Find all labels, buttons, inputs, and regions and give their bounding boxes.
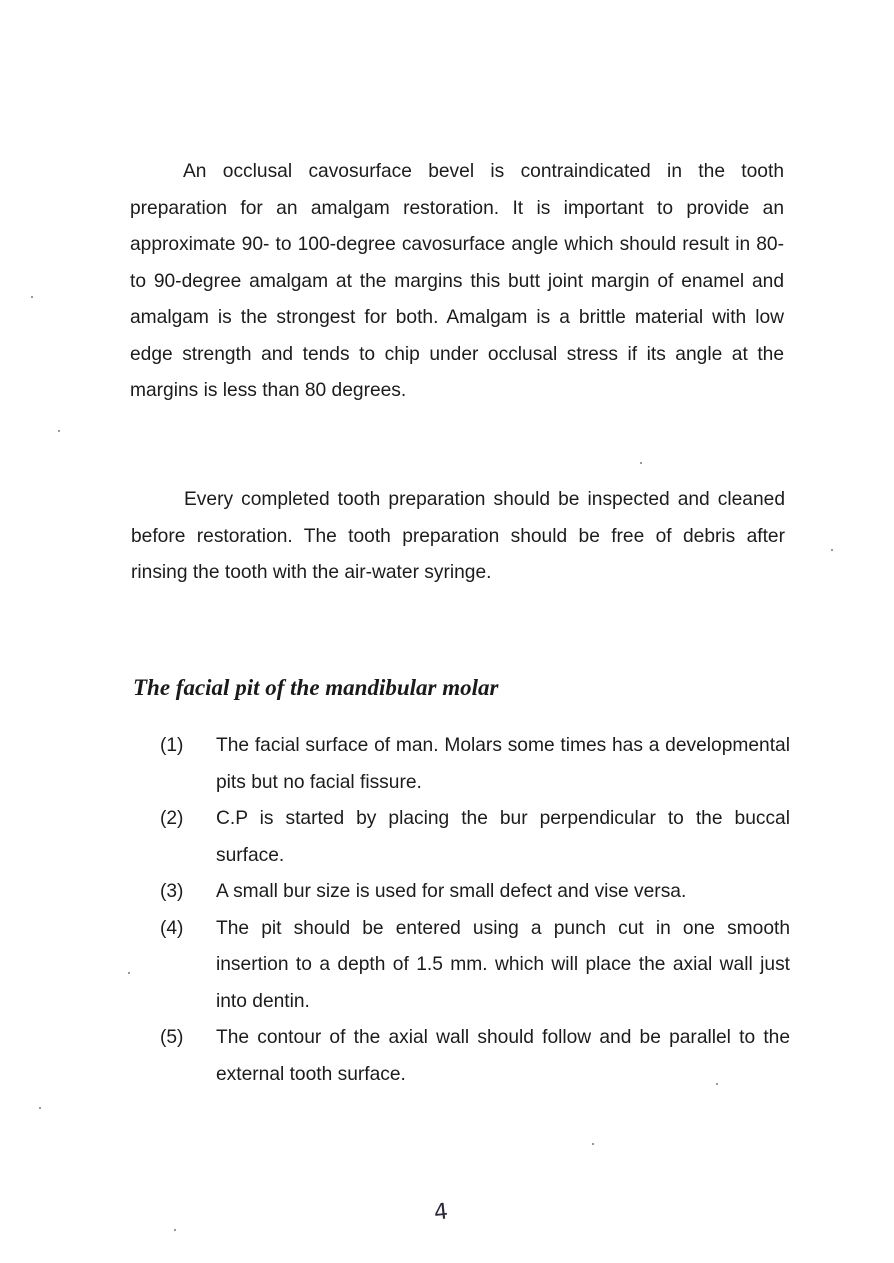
paragraph-cavosurface-bevel: An occlusal cavosurface bevel is contraindicated in the tooth preparation for an amalgam restoration. It is important to provide an approximate 90- to 100-degree cavosurface angle which should result in 80- to 90-degree amalgam at the margins this butt joint margin of enamel and amalgam is the strongest for both. Amalgam is a brittle material with low edge strength and tends to chip under occlusal stress if its angle at the margins is less than 80 degrees.: [130, 161, 784, 401]
list-item-text: C.P is started by placing the bur perpendicular to the buccal surface.: [216, 808, 790, 866]
scan-speck: [58, 430, 60, 432]
scan-speck: [592, 1143, 594, 1145]
scan-speck: [831, 549, 833, 551]
scan-speck: [174, 1229, 176, 1231]
list-item-text: A small bur size is used for small defect and vise versa.: [216, 881, 687, 902]
list-item: [160, 911, 790, 1021]
list-item: [160, 874, 790, 911]
numbered-list: [160, 728, 790, 1093]
scan-speck: [31, 296, 33, 298]
list-item-number: (2): [160, 808, 184, 829]
scan-speck: [716, 1083, 718, 1085]
list-item-number: (4): [160, 917, 184, 939]
list-item: [160, 1020, 790, 1093]
list-item-number: (3): [160, 881, 184, 902]
list-item: [160, 728, 790, 801]
section-heading: The facial pit of the mandibular molar: [133, 675, 499, 700]
scan-speck: [39, 1107, 41, 1109]
scan-speck: [640, 462, 642, 464]
list-item: [160, 801, 790, 874]
list-item-text: The pit should be entered using a punch cut in one smooth insertion to a depth of 1.5 mm. which will place the axial wall just into dentin.: [216, 917, 790, 1012]
scan-speck: [128, 972, 130, 974]
list-item-number: (5): [160, 1027, 184, 1048]
list-item-number: (1): [160, 735, 184, 756]
paragraph-preparation-cleaning: Every completed tooth preparation should be inspected and cleaned before restoration. The tooth preparation should be free of debris after rinsing the tooth with the air-water syringe.: [131, 489, 785, 583]
list-item-text: The contour of the axial wall should follow and be parallel to the external tooth surface.: [216, 1027, 790, 1085]
page-number: 4: [432, 1199, 450, 1226]
list-item-text: The facial surface of man. Molars some times has a developmental pits but no facial fissure.: [216, 735, 790, 793]
